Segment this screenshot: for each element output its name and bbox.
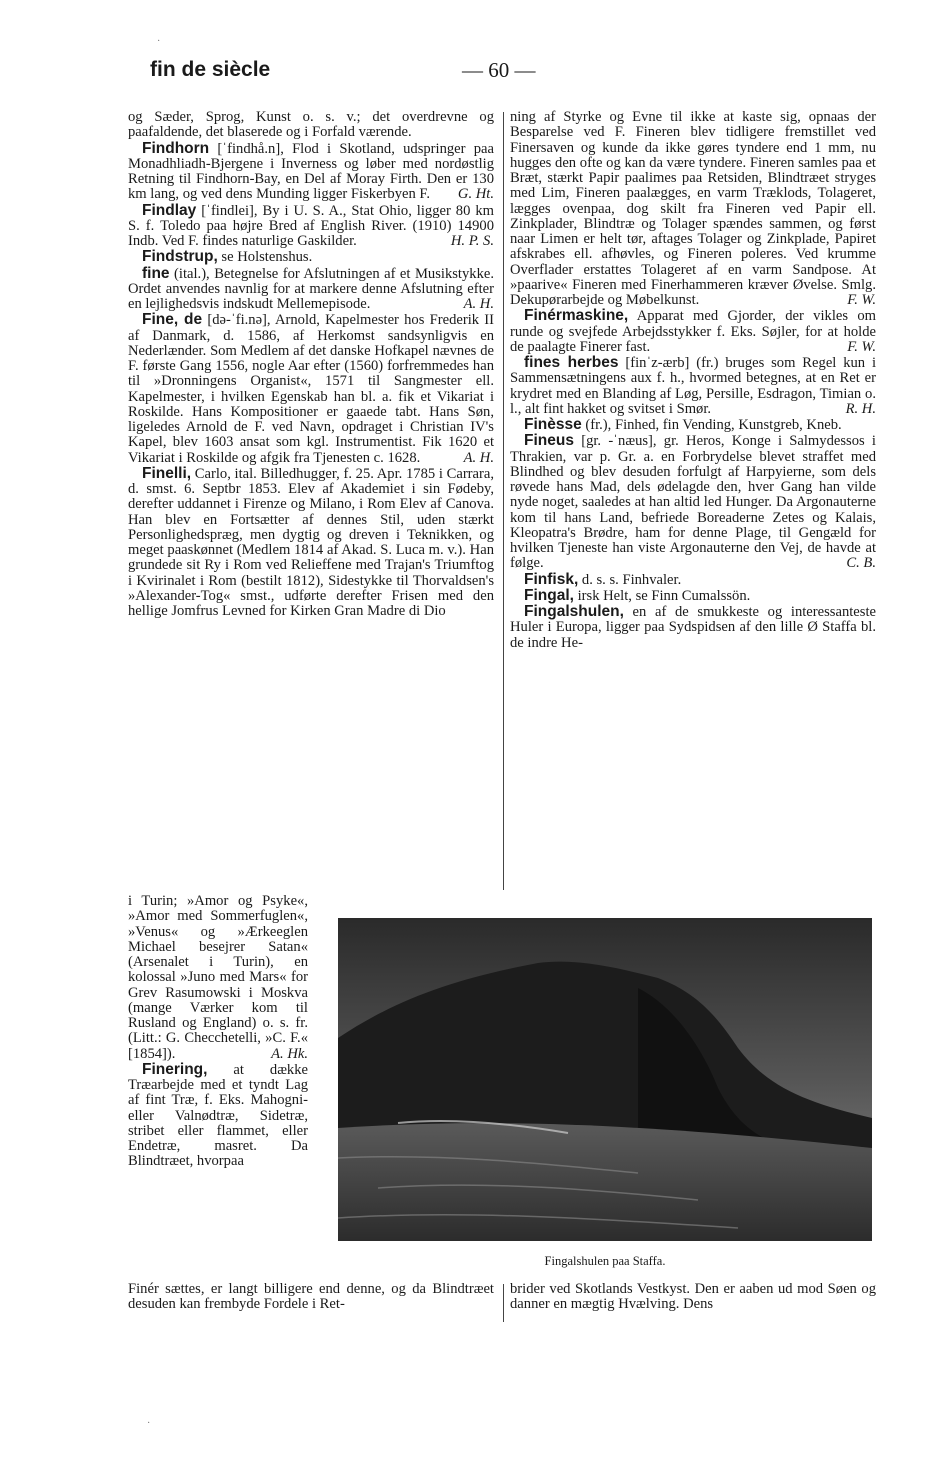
left-column <box>128 110 494 619</box>
entry-headword: Finérmaskine, <box>524 307 629 325</box>
entry-text: [ˈfindlei], By i U. S. A., Stat Ohio, ligger 80 km S. f. Toledo paa højre Bred af English River. (1910) 14900 Indb. Ved F. findes naturlige Gaskilder. <box>128 202 494 249</box>
right-column <box>510 110 876 651</box>
entry-headword: Fingalshulen, <box>524 603 624 620</box>
entry-headword: Finelli, <box>142 464 192 482</box>
entry-headword: Findlay <box>142 201 197 219</box>
fingals-cave-photo <box>338 918 872 1241</box>
dictionary-entry <box>128 312 494 466</box>
page-number: — 60 — <box>462 58 536 82</box>
dictionary-entry <box>510 588 876 604</box>
narrow-column <box>128 894 308 1170</box>
entry-text: d. s. s. Finhvaler. <box>578 571 682 588</box>
dictionary-entry <box>510 433 876 571</box>
entry-headword: Findhorn <box>142 139 210 157</box>
entry-headword: Fine, de <box>142 311 203 329</box>
dictionary-entry <box>510 604 876 651</box>
author-signature: A. H. <box>463 296 494 312</box>
dictionary-entry <box>128 266 494 313</box>
figure-caption: Fingalshulen paa Staffa. <box>544 1254 666 1268</box>
entry-text: Carlo, ital. Billedhugger, f. 25. Apr. 1785 i Carrara, d. smst. 6. Septbr 1853. Elev af Akademiet i sin Fødeby, derefter uddannet i Firenze og Milano, i Rom Elev af Canova. Han blev en Fortsætter af dennes Stil, uden stærkt Personlighedspræg, men dygtig og dreven i Teknikken, og meget paaskønnet (Medlem 1814 af Akad. S. Luca m. v.). Han grundede sit Ry i Rom ved Relieffene med Trajan's Triumftog i Kvirinalet i Rom (bestilt 1812), Sidestykke til Thorvaldsen's »Alexander-Tog« smst., udførte derefter Frisen med den hellige Jomfrus Levned for Kirken Gran Madre di Dio <box>128 465 494 619</box>
right-column-bottom <box>510 1282 876 1313</box>
entry-text: Apparat med Gjorder, der vikles om runde og svejfede Arbejdsstykker f. Eks. Søjler, for at holde de paalagte Finerer fast. <box>510 308 876 355</box>
entry-headword: Finfisk, <box>524 570 579 588</box>
dictionary-entry <box>128 249 494 265</box>
entry-continuation <box>128 110 494 141</box>
entry-text: og Sæder, Sprog, Kunst o. s. v.; det overdrevne og paafaldende, det blaserede og i Forfald værende. <box>128 109 494 141</box>
author-signature: F. W. <box>847 338 876 355</box>
entry-headword: Finèsse <box>524 416 582 433</box>
author-signature: R. H. <box>845 400 876 417</box>
entry-text: (fr.), Finhed, fin Vending, Kunstgreb, Kneb. <box>581 417 842 433</box>
author-signature: F. W. <box>847 292 876 308</box>
margin-mark: · <box>147 1418 151 1429</box>
entry-text: ning af Styrke og Evne til ikke at kaste sig, opnaas der Besparelse ved F. Fineren blev tidligere fremstillet ved Finersaven og kunde da ikke gøres tyndere end 1 mm, nu hugges den ofte og kan da være tyndere. Fineren samles paa et Bræt, stærkt Papir paalimes paa Retsiden, Blindtræet stryges med Lim, Fineren paalægges, en varm Træklods, Tolageret, lægges ovenpaa, dog skilt fra Fineren ved Papir ell. Zinkplader, Blindtræ og Tolager spændes sammen, og først naar Limen er helt tør, aftages Tolager og Zinkplade, Papiret afskrabes ell. afhøvles, og Fineren poleres. Ved krumme Overflader erstattes Tolageret af en varm Sandpose. At »paarive« Fineren med Finerhammeren kræver Øvelse. Smlg. Dekupørarbejde og Møbelkunst. <box>510 109 876 308</box>
entry-text: (ital.), Betegnelse for Afslutningen af et Musikstykke. Ordet anvendes navnlig for at markere denne Afslutning efter en lejlighedsvis indskudt Mellemepisode. <box>128 265 494 312</box>
column-rule <box>503 112 504 890</box>
author-signature: A. H. <box>463 449 494 466</box>
left-column-bottom <box>128 1282 494 1313</box>
entry-text: [də-ˈfi.nə], Arnold, Kapelmester hos Frederik II af Danmark, d. 1586, af Herkomst sandsynligvis en Nederlænder. Som Medlem af det danske Hofkapel nævnes de F. første Gang 1556, nogle Aar efter (1560) forfremmedes han til »Dronningens Organist«, 1571 til Sangmester ell. Kapelmester, i hvilken Egenskab han bl. a. fik et Vikariat i Roskilde. Hans Kompositioner er gaaede tabt. Hans Søn, ligeledes Arnold de F. ved Navn, opdraget i Christian IV's Kapel, blev 1603 ansat som kgl. Instrumentist. Fik 1620 et Vikariat i Roskilde og afgik fra Tjenesten c. 1628. <box>128 312 494 466</box>
author-signature: G. Ht. <box>457 186 494 203</box>
entry-text: [ˈfindhå.n], Flod i Skotland, udspringer paa Monadhliadh-Bjergene i Inverness og løber med nordøstlig Retning til Findhorn-Bay, en Del af Moray Firth. Den er 130 km lang, og ved dens Munding ligger Fiskerbyen F. <box>128 140 494 203</box>
entry-headword: Findstrup, <box>142 248 218 266</box>
entry-headword: Fineus <box>524 432 574 450</box>
dictionary-entry <box>510 355 876 417</box>
entry-headword: Fingal, <box>524 586 574 604</box>
dictionary-entry <box>128 141 494 203</box>
margin-mark: · <box>157 36 161 47</box>
entry-text: [gr. -ˈnæus], gr. Heros, Konge i Salmydessos i Thrakien, var p. Gr. a. en Forbrydelse blevet straffet med Blindhed og blev desuden forfulgt af Harpyierne, som dels røvede hans Mad, dels ødelagde den, hver Gang han vilde nyde noget, saaledes at han altid led Hunger. Da Argonauterne kom til hans Land, befriede Boreaderne Zetes og Kalais, Kleopatra's Brødre, ham for denne Plage, til Gengæld for hvilken Tjeneste han viste Argonauterne den Vej, de havde at følge. <box>510 433 876 572</box>
entry-text: se Holstenshus. <box>217 249 313 266</box>
entry-text: en af de smukkeste og interessanteste Huler i Europa, ligger paa Sydspidsen af den lille Ø Staffa bl. de indre He- <box>510 604 876 651</box>
entry-headword: fines herbes <box>524 354 619 371</box>
entry-text: at dække Træarbejde med et tyndt Lag af fint Træ, f. Eks. Mahogni- eller Valnødtræ, Sidetræ, stribet eller flammet, eller Endetræ, masret. Da Blindtræet, hvorpaa <box>128 1061 308 1170</box>
dictionary-entry <box>510 308 876 355</box>
dictionary-entry <box>510 572 876 588</box>
entry-text: i Turin; »Amor og Psyke«, »Amor med Sommerfuglen«, »Venus« og »Ærkeeglen Michael besejrer Satan« (Arsenalet i Turin), en kolossal »Juno med Mars« for Grev Rasumowski i Moskva (mange Værker kom til Rusland og England) o. s. fr. (Litt.: G. Checchetelli, »C. F.« [1854]). <box>128 893 308 1062</box>
text-line: brider ved Skotlands Vestkyst. Den er aaben ud mod Søen og danner en mægtig Hvælving. Dens <box>510 1281 876 1313</box>
author-signature: C. B. <box>846 555 876 572</box>
entry-continuation <box>128 894 308 1062</box>
dictionary-entry <box>510 417 876 433</box>
entry-continuation <box>510 110 876 308</box>
entry-headword: fine <box>142 264 170 282</box>
author-signature: H. P. S. <box>450 233 494 249</box>
dictionary-entry <box>128 203 494 250</box>
running-head: fin de siècle <box>150 58 271 81</box>
dictionary-entry <box>128 1062 308 1170</box>
dictionary-entry <box>128 466 494 620</box>
author-signature: A. Hk. <box>271 1045 308 1062</box>
column-rule-bottom <box>503 1284 504 1322</box>
entry-text: [finˈz-ærb] (fr.) bruges som Regel kun i Sammensætningens aux f. h., hvormed betegnes, at en Ret er krydret med en Blanding af Løg, Persille, Esdragon, Timian o. l., alt fint hakket og svitset i Smør. <box>510 355 876 417</box>
entry-text: irsk Helt, se Finn Cumalssön. <box>573 587 751 604</box>
entry-headword: Finering, <box>142 1060 208 1078</box>
text-line: Finér sættes, er langt billigere end denne, og da Blindtræet desuden kan frembyde Fordele i Ret- <box>128 1281 494 1313</box>
